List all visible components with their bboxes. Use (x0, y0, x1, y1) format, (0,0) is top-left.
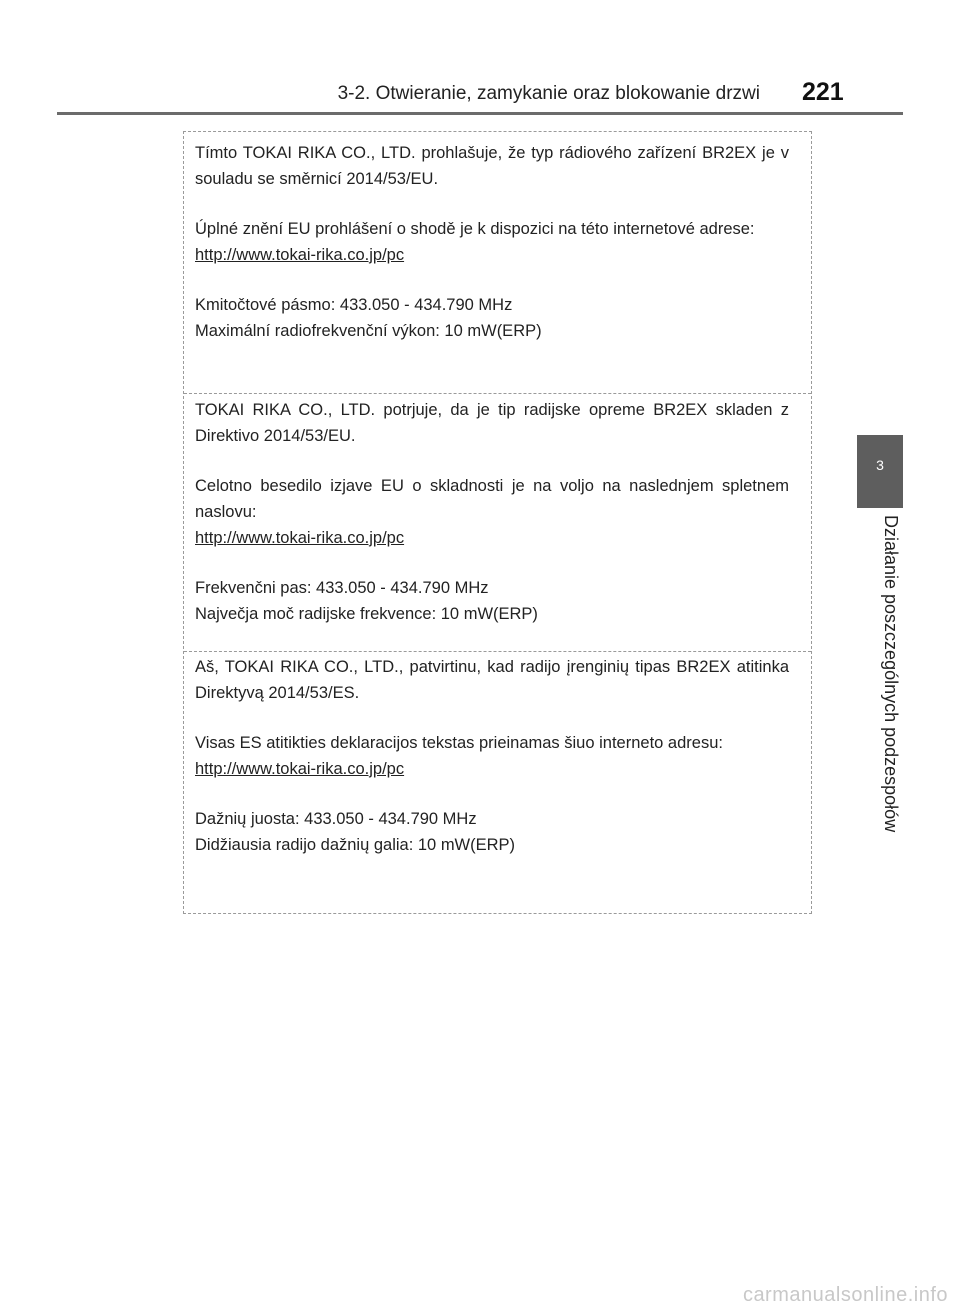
max-power: Maximální radiofrekvenční výkon: 10 mW(ERP) (195, 322, 542, 340)
max-power: Didžiausia radijo dažnių galia: 10 mW(ERP) (195, 836, 516, 854)
declaration-full-text-note: Visas ES atitikties deklaracijos tekstas prieinamas šiuo interneto adresu: (195, 734, 723, 752)
declaration-frame (183, 131, 812, 914)
declaration-link[interactable]: http://www.tokai-rika.co.jp/pc (195, 246, 405, 264)
page-number: 221 (802, 78, 844, 106)
declaration-link[interactable]: http://www.tokai-rika.co.jp/pc (195, 760, 405, 778)
declaration-link[interactable]: http://www.tokai-rika.co.jp/pc (195, 529, 405, 547)
section-divider (184, 393, 811, 394)
declaration-lithuanian (184, 654, 811, 858)
declaration-statement: Aš, TOKAI RIKA CO., LTD., patvirtinu, kad radijo įrenginių tipas BR2EX atitinka Direktyvą 2014/53/ES. (195, 658, 789, 702)
header-rule (57, 112, 903, 115)
declaration-full-text-note: Úplné znění EU prohlášení o shodě je k dispozici na této internetové adrese: (195, 220, 755, 238)
chapter-label: Działanie poszczególnych podzespołów (881, 515, 901, 833)
declaration-statement: Tímto TOKAI RIKA CO., LTD. prohlašuje, že typ rádiového zařízení BR2EX je v souladu se směrnicí 2014/53/EU. (195, 144, 789, 188)
chapter-tab (857, 435, 903, 508)
frequency-band: Frekvenčni pas: 433.050 - 434.790 MHz (195, 579, 489, 597)
declaration-czech (184, 140, 811, 344)
frequency-band: Dažnių juosta: 433.050 - 434.790 MHz (195, 810, 477, 828)
declaration-slovenian (184, 397, 811, 627)
section-title: 3-2. Otwieranie, zamykanie oraz blokowanie drzwi (337, 83, 760, 104)
declaration-statement: TOKAI RIKA CO., LTD. potrjuje, da je tip radijske opreme BR2EX skladen z Direktivo 2014/53/EU. (195, 401, 789, 445)
frequency-band: Kmitočtové pásmo: 433.050 - 434.790 MHz (195, 296, 513, 314)
section-divider (184, 651, 811, 652)
declaration-full-text-note: Celotno besedilo izjave EU o skladnosti je na voljo na naslednjem spletnem naslovu: (195, 477, 789, 521)
chapter-number: 3 (876, 457, 884, 473)
max-power: Največja moč radijske frekvence: 10 mW(ERP) (195, 605, 538, 623)
watermark: carmanualsonline.info (742, 1284, 948, 1306)
